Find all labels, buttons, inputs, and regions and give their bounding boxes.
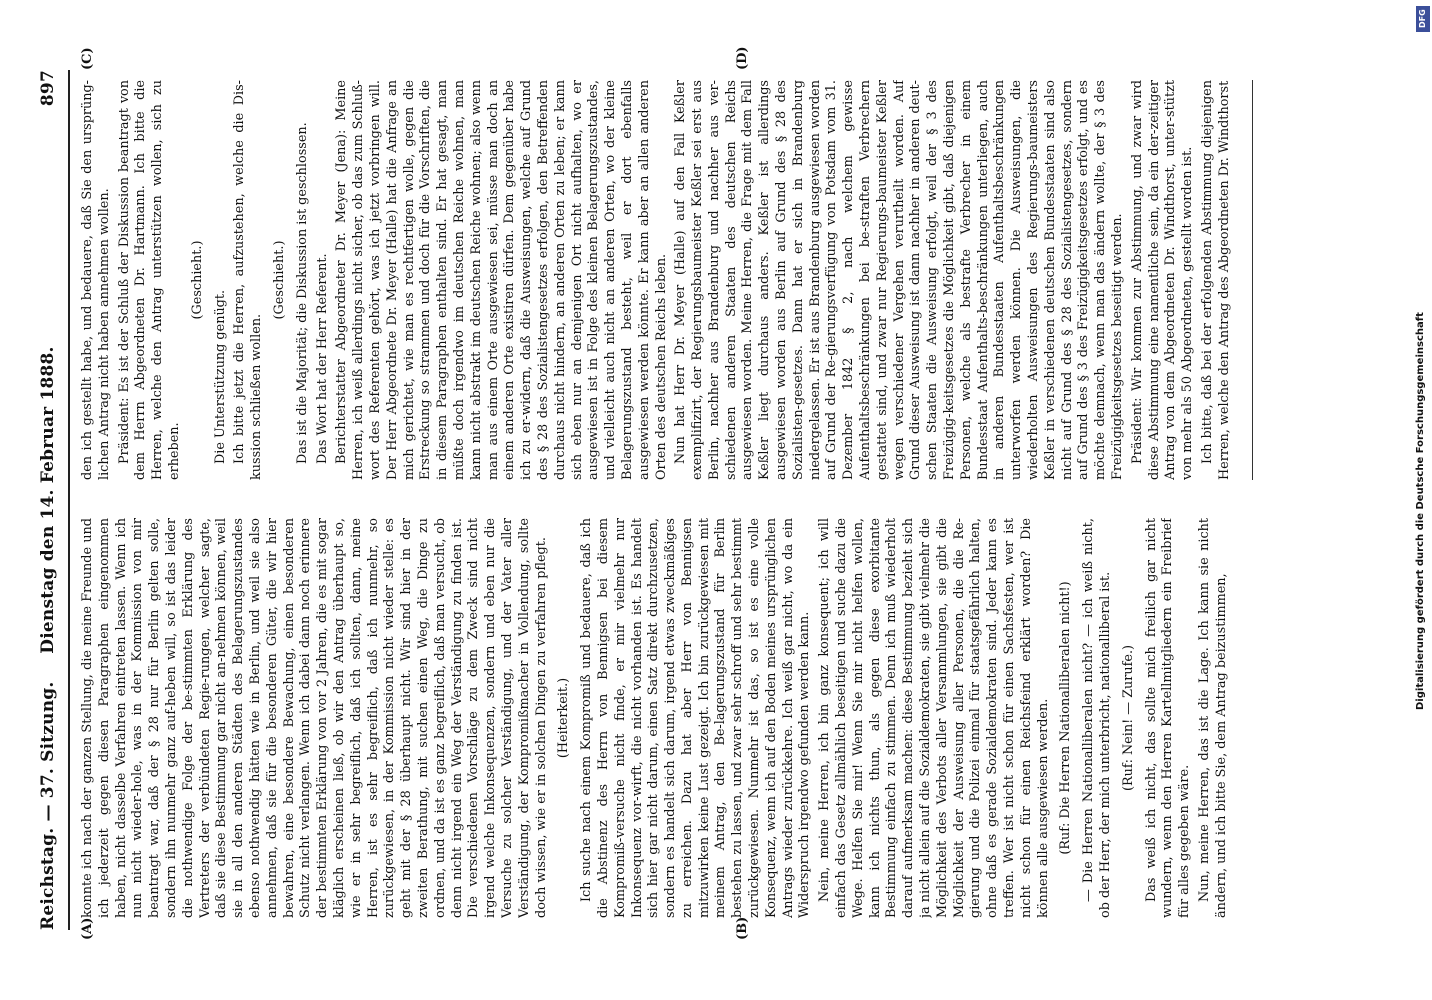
paragraph: Die Unterstützung genügt. [212, 289, 228, 464]
paragraph: Berichterstatter Abgeordneter Dr. Meyer (Jena): Meine Herren, ich weiß allerdings nicht sicher, ob das zum Schluß-wort des Referenten gehört, was ich jetzt vorbringen will. Der Herr Abgeordnete Dr. Meyer (Halle) hat die Anfrage an mich gerichtet, wie man es rechtfertigen wolle, gegen die Erstreckung so strammen und doch für die Vorschriften, die in diesem Paragraphen enthalten sind. Er hat gesagt, man müßte doch irgendwo im deutschen Reiche wohnen, man kann nicht abstrakt im deutschen Reiche wohnen; also wenn man aus einem Orte ausgewiesen sei, müsse man doch an einem anderen Orte existiren dürfen. Dem gegenüber habe ich zu er-widern, daß die Ausweisungen, welche auf Grund des § 28 des Sozialistengesetzes erfolgen, den Betreffenden durchaus nicht hindern, an anderen Orten zu leben; er kann sich eben nur an demjenigen Ort nicht aufhalten, wo er ausgewiesen ist in Folge des kleinen Belagerungszustandes, und vielleicht auch nicht an anderen Orten, wo der kleine Belagerungszustand besteht, weil er dort ebenfalls ausgewiesen werden könnte. Er kann aber an allen anderen Orten des deutschen Reichs leben. [334, 80, 669, 480]
page-header [38, 70, 68, 930]
paragraph: Nein, meine Herren, ich bin ganz konsequent; ich will einfach das Gesetz allmählich beseitigen und suche dazu die Wege. Helfen Sie mir! Wenn Sie mir nicht helfen wollen, kann ich nichts thun, als gegen diese exorbitante Bestimmung einfach zu stimmen. Denn ich muß wiederholt darauf aufmerksam machen: diese Bestimmung bezieht sich ja nicht allein auf die Sozialdemokraten, sie gibt vielmehr die Möglichkeit des Verbots aller Versammlungen, sie gibt die Möglichkeit der Ausweisung aller Personen, die die Re-gierung und die Polizei einmal für staatsgefährlich halten, ohne daß es gerade Sozialdemokraten sind. Jeder kann es treffen. Wer ist nicht schon für einen Sachsfesten, wer ist nicht schon für einen Reichsfeind erklärt worden? Die können alle ausgewiesen werden. [817, 518, 1051, 918]
paragraph: Ich bitte jetzt die Herren, aufzustehen, welche die Dis-kussion schließen wollen. [232, 80, 265, 480]
paragraph: Das ist die Majorität; die Diskussion ist geschlossen. [294, 122, 310, 464]
dfg-logo: DFG [1416, 6, 1430, 32]
paragraph: Nun, meine Herren, das ist die Lage. Ich kann sie nicht ändern, und ich bitte Sie, dem Antrag beizustimmen, [1197, 518, 1229, 918]
header-date: Dienstag den 14. Februar 1888. [38, 346, 58, 654]
paragraph: Nun hat Herr Dr. Meyer (Halle) auf den Fall Keßler exemplifizirt, der Regierungsbaumeister Keßler sei erst aus Berlin, nachher aus Brandenburg und nachher aus ver-schiedenen anderen Staaten des deutschen Reichs ausgewiesen worden. Meine Herren, die Frage mit dem Fall Keßler liegt durchaus anders. Keßler ist allerdings ausgewiesen worden aus Berlin auf Grund des § 28 des Sozialisten-gesetzes. Dann hat er sich in Brandenburg niedergelassen. Er ist aus Brandenburg ausgewiesen worden auf Grund der Re-gierungsverfügung von Potsdam vom 31. Dezember 1842 § 2, nach welchem gewisse Aufenthaltsbeschränkungen bei be-straften Verbrechern gestattet sind, und zwar nur Regierungs-baumeister Keßler wegen verschiedener Vergehen verurtheilt worden. Auf Grund dieser Ausweisung ist dann nachher in anderen deut-schen Staaten die Ausweisung erfolgt, weil der § 3 des Freizügig-keitsgesetzes die Möglichkeit gibt, daß diejenigen Personen, welche als bestrafte Verbrecher in einem Bundesstaat Aufenthalts-beschränkungen unterliegen, auch in anderen Bundesstaaten Aufenthaltsbeschränkungen unterworfen werden können. Die Ausweisungen, die wiederholten Ausweisungen des Regierungs-baumeisters Keßler in verschiedenen deutschen Bundesstaaten sind also nicht auf Grund des § 28 des Sozialistengesetzes, sondern auf Grund des § 3 des Freizügigkeitsgesetzes erfolgt, und es möchte demnach, wenn man das ändern wollte, der § 3 des Freizügigkeitsgesetzes beseitigt werden. [673, 80, 1126, 480]
margin-label-c: (C) [80, 47, 95, 70]
header-rule [68, 70, 70, 930]
digitization-text: Digitalisierung gefördert durch die Deutsche Forschungsgemeinschaft [1415, 312, 1426, 710]
margin-label-b: (B) [735, 916, 750, 940]
interjection: (Heiterkeit.) [556, 677, 572, 759]
paragraph: Das weiß ich nicht, das sollte mich freilich gar nicht wundern, wenn den Herren Kartellmitgliedern ein Freibrief für alles gegeben wäre. [1143, 518, 1193, 918]
left-column [80, 518, 1400, 918]
paragraph: konnte ich nach der ganzen Stellung, die meine Freunde und ich jederzeit gegen diesen Paragraphen eingenommen haben, nicht dasselbe Verfahren eintreten lassen. Wenn ich nun nicht wieder-hole, was in der Kommission von mir beantragt war, daß der § 28 nur für Berlin gelten solle, sondern ihn nunmehr ganz auf-heben will, so ist das leider die nothwendige Folge der be-stimmten Erklärung des Vertreters der verbündeten Regie-rungen, welcher sagte, daß sie diese Bestimmung gar nicht an-nehmen können, weil sie in all den anderen Städten des Belagerungszustandes ebenso nothwendig hätten wie in Berlin, und weil sie also annehmen, daß sie für die besonderen Güter, die wir hier bewahren, eine besondere Bewachung, einen besonderen Schutz nicht verlangen. Wenn ich dabei dann noch erinnere der bestimmten Erklärung von vor 2 Jahren, die es mit sogar kläglich erscheinen ließ, ob wir den Antrag überhaupt so, wie er in sehr begreiflich, daß ich sollten, dann, meine Herren, ist es sehr begreiflich, daß ich nunmehr, so zurückgewiesen, in der Kommission nicht wieder stelle: es geht mit der § 28 überhaupt nicht. Wir sind hier in der zweiten Berathung, mit suchen einen Weg, die Dinge zu ordnen, und da ist es ganz begreiflich, daß man versucht, ob denn nicht irgend ein Weg der Verständigung zu finden ist. Die verschiedenen Vorschläge zu dem Zweck sind nicht irgend welche Inkonsequenzen, sondern und eben nur die Versuche zu solcher Verständigung, und der Vater aller Verständigung, der Kompromißmacher in Vollendung, sollte doch wissen, wie er in solchen Dingen zu verfahren pflegt. [80, 518, 549, 918]
paragraph: Präsident: Wir kommen zur Abstimmung, und zwar wird diese Abstimmung eine namentliche sein, da ein der-zeitiger Antrag von dem Abgeordneten Dr. Windthorst, unter-stützt von mehr als 50 Abgeordneten, gestellt worden ist. [1129, 80, 1196, 480]
digitization-note [1415, 0, 1432, 1000]
column-end-rule [1252, 80, 1253, 480]
paragraph: — Die Herren Nationalliberalen nicht? — ich weiß nicht, ob der Herr, der mich unterbricht, nationalliberal ist. [1081, 518, 1114, 918]
paragraph: den ich gestellt habe, und bedauere, daß Sie den ursprüng-lichen Antrag nicht haben annehmen wollen. [80, 80, 112, 480]
margin-label-a: (A) [80, 917, 95, 940]
margin-label-d: (D) [735, 46, 750, 70]
page-number: 897 [38, 70, 58, 107]
paragraph: Das Wort hat der Herr Referent. [314, 253, 330, 464]
paragraph: Ich suche nach einem Kompromiß und bedauere, daß ich die Abstinenz des Herrn von Bennigsen bei diesem Kompromiß-versuche nicht finde, er mir vielmehr nur Inkonsequenz vor-wirft, die nicht vorhanden ist. Es handelt sich hier gar nicht darum, einen Satz direkt durchzusetzen, sondern es handelt sich darum, irgend etwas zweckmäßiges zu erreichen. Dazu hat aber Herr von Bennigsen mitzuwirken keine Lust gezeigt. Ich bin zurückgewiesen mit meinem Antrag, den Be-lagerungszustand für Berlin bestehen zu lassen, und zwar sehr schroff und sehr bestimmt zurückgewiesen. Nunmehr ist das, so ist es eine volle Konsequenz, wenn ich auf den Boden meines ursprünglichen Antrags wieder zurückkehre. Ich weiß gar nicht, wo da ein Widerspruch irgendwo gefunden werden kann. [579, 518, 813, 918]
interjection: (Ruf: Nein! — Zurufe.) [1120, 644, 1136, 792]
paragraph: Ich bitte, daß bei der erfolgenden Abstimmung diejenigen Herren, welche den Antrag des Abgeordneten Dr. Windthorst [1200, 80, 1232, 480]
right-column [80, 80, 1300, 480]
interjection: (Geschieht.) [189, 240, 205, 320]
paragraph: Präsident: Es ist der Schluß der Diskussion beantragt von dem Herrn Abgeordneten Dr. Hartmann. Ich bitte die Herren, welche den Antrag unterstützen wollen, sich zu erheben. [116, 80, 182, 480]
header-session: Reichstag. — 37. Sitzung. [38, 681, 58, 930]
interjection: (Geschieht.) [271, 240, 287, 320]
interjection: (Ruf: Die Herren Nationalliberalen nicht!) [1058, 581, 1074, 855]
